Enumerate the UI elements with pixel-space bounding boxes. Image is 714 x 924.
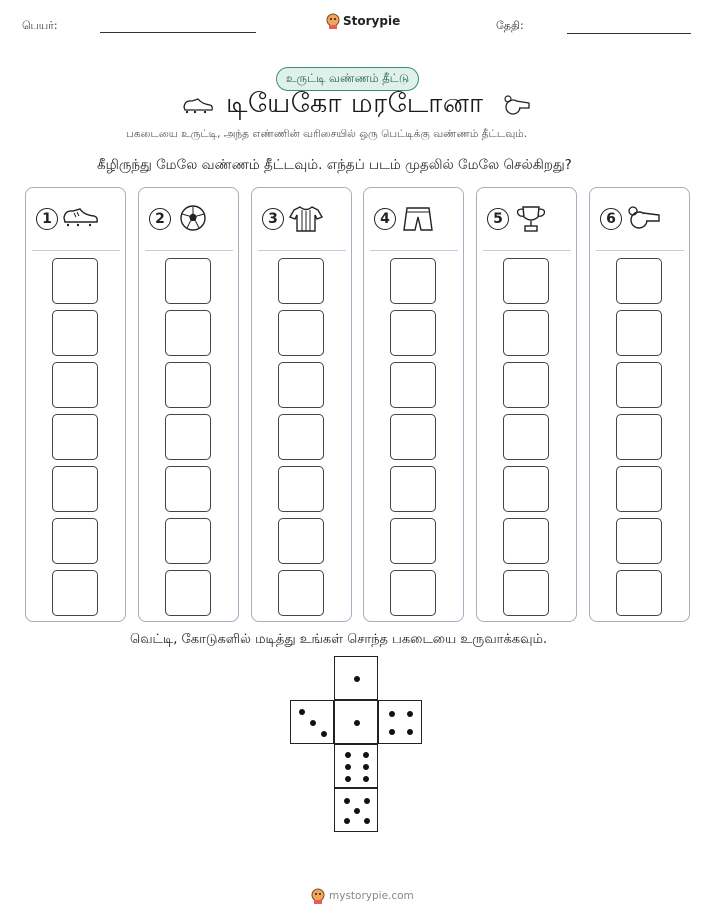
column-2 (138, 187, 239, 622)
name-line[interactable] (100, 32, 256, 33)
color-box[interactable] (52, 310, 98, 356)
color-box[interactable] (616, 570, 662, 616)
color-box[interactable] (278, 466, 324, 512)
column-5 (476, 187, 577, 622)
color-box[interactable] (503, 518, 549, 564)
soccer-ball-icon (175, 204, 213, 234)
column-divider (145, 250, 233, 251)
column-number: 4 (374, 208, 396, 230)
trophy-icon (513, 204, 551, 234)
color-box[interactable] (278, 570, 324, 616)
dice-pip (354, 676, 360, 682)
dice-pip (345, 776, 351, 782)
color-box[interactable] (390, 362, 436, 408)
subtitle: பகடையை உருட்டி, அந்த எண்ணின் வரிசையில் ஒரு பெட்டிக்கு வண்ணம் தீட்டவும். (126, 128, 528, 140)
color-box[interactable] (390, 310, 436, 356)
color-box[interactable] (165, 362, 211, 408)
color-box[interactable] (390, 414, 436, 460)
dice-pip (345, 764, 351, 770)
dice-face-5 (334, 788, 378, 832)
dice-pip (363, 776, 369, 782)
dice-instruction: வெட்டி, கோடுகளில் மடித்து உங்கள் சொந்த பகடையை உருவாக்கவும். (130, 632, 548, 647)
color-box[interactable] (165, 518, 211, 564)
whistle-icon (626, 204, 664, 234)
column-number: 6 (600, 208, 622, 230)
color-box[interactable] (278, 414, 324, 460)
column-number: 2 (149, 208, 171, 230)
dice-face-6 (334, 744, 378, 788)
brand-name: Storypie (343, 14, 401, 28)
dice-pip (363, 764, 369, 770)
activity-badge: உருட்டி வண்ணம் தீட்டு (276, 67, 419, 91)
jersey-icon (288, 204, 326, 234)
color-box[interactable] (503, 258, 549, 304)
dice-pip (363, 752, 369, 758)
dice-face-3 (290, 700, 334, 744)
dice-pip (299, 709, 305, 715)
color-box[interactable] (278, 258, 324, 304)
brand-logo (326, 13, 400, 29)
column-divider (258, 250, 346, 251)
column-3 (251, 187, 352, 622)
column-divider (32, 250, 120, 251)
color-box[interactable] (503, 310, 549, 356)
color-box[interactable] (278, 518, 324, 564)
color-box[interactable] (616, 466, 662, 512)
whistle-icon (502, 94, 532, 116)
color-box[interactable] (165, 414, 211, 460)
football-boot-icon (182, 95, 214, 115)
column-divider (370, 250, 458, 251)
dice-face-1 (334, 656, 378, 700)
color-box[interactable] (165, 466, 211, 512)
dice-pip (364, 818, 370, 824)
color-box[interactable] (503, 570, 549, 616)
page-title: டியேகோ மரடோனா (226, 88, 484, 119)
color-box[interactable] (52, 414, 98, 460)
column-number: 5 (487, 208, 509, 230)
color-box[interactable] (52, 518, 98, 564)
color-box[interactable] (616, 414, 662, 460)
storypie-mascot-icon (326, 13, 340, 29)
date-line[interactable] (567, 33, 691, 34)
date-label: தேதி: (496, 19, 524, 32)
color-box[interactable] (278, 362, 324, 408)
name-label: பெயர்: (22, 19, 58, 32)
color-box[interactable] (616, 258, 662, 304)
color-box[interactable] (52, 466, 98, 512)
color-box[interactable] (278, 310, 324, 356)
dice-pip (310, 720, 316, 726)
column-number: 3 (262, 208, 284, 230)
dice-pip (321, 731, 327, 737)
shorts-icon (400, 204, 438, 234)
column-divider (483, 250, 571, 251)
footer-url[interactable]: mystorypie.com (329, 890, 414, 902)
column-6 (589, 187, 690, 622)
color-box[interactable] (616, 518, 662, 564)
color-box[interactable] (390, 518, 436, 564)
dice-pip (354, 808, 360, 814)
dice-face-1 (334, 700, 378, 744)
column-4 (363, 187, 464, 622)
color-box[interactable] (503, 414, 549, 460)
dice-pip (407, 711, 413, 717)
dice-pip (364, 798, 370, 804)
question: கீழிருந்து மேலே வண்ணம் தீட்டவும். எந்தப் படம் முதலில் மேலே செல்கிறது? (97, 157, 572, 173)
color-box[interactable] (52, 570, 98, 616)
footer (311, 888, 414, 904)
color-box[interactable] (390, 570, 436, 616)
column-divider (596, 250, 684, 251)
dice-pip (345, 752, 351, 758)
color-box[interactable] (52, 258, 98, 304)
dice-pip (407, 729, 413, 735)
dice-pip (344, 798, 350, 804)
dice-pip (344, 818, 350, 824)
column-1 (25, 187, 126, 622)
dice-face-4 (378, 700, 422, 744)
color-box[interactable] (165, 570, 211, 616)
color-box[interactable] (390, 258, 436, 304)
color-box[interactable] (616, 362, 662, 408)
color-box[interactable] (390, 466, 436, 512)
color-box[interactable] (165, 258, 211, 304)
color-box[interactable] (503, 466, 549, 512)
color-box[interactable] (616, 310, 662, 356)
color-box[interactable] (503, 362, 549, 408)
color-box[interactable] (165, 310, 211, 356)
dice-pip (389, 729, 395, 735)
color-box[interactable] (52, 362, 98, 408)
football-boot-icon (62, 204, 100, 234)
storypie-mascot-icon (311, 888, 325, 904)
dice-pip (354, 720, 360, 726)
dice-pip (389, 711, 395, 717)
column-number: 1 (36, 208, 58, 230)
